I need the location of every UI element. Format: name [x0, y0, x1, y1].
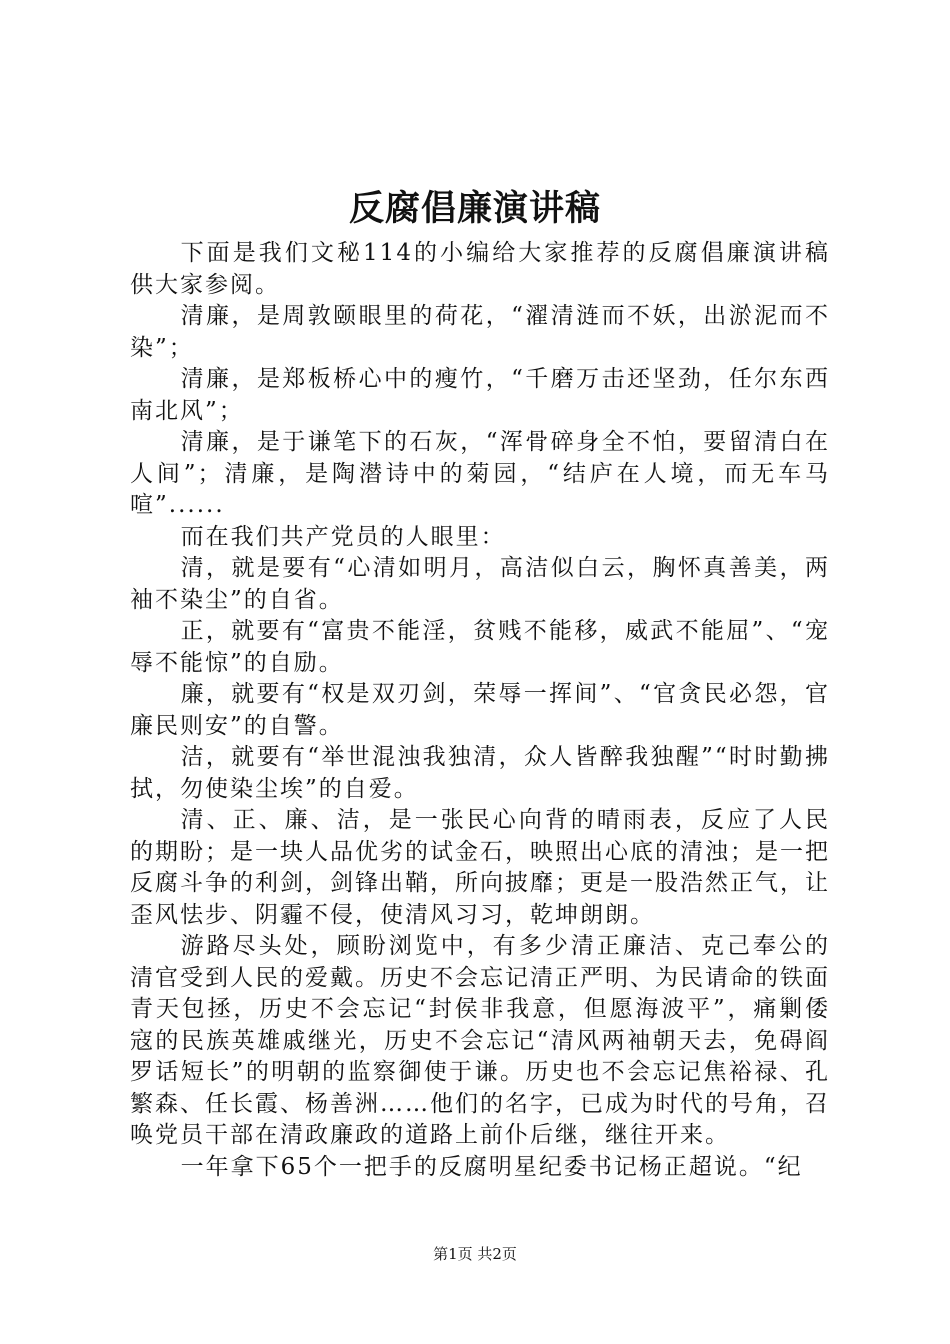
paragraph: 清，就是要有“心清如明月，高洁似白云，胸怀真善美，两袖不染尘”的自省。	[130, 555, 830, 613]
paragraph: 清廉，是于谦笔下的石灰，“浑骨碎身全不怕，要留清白在人间”；清廉，是陶潜诗中的菊园，“结庐在人境，而无车马喧”......	[130, 429, 830, 518]
paragraph: 清、正、廉、洁，是一张民心向背的晴雨表，反应了人民的期盼；是一块人品优劣的试金石，映照出心底的清浊；是一把反腐斗争的利剑，剑锋出鞘，所向披靡；更是一股浩然正气，让歪风怯步、阴霾不侵，使清风习习，乾坤朗朗。	[130, 807, 830, 928]
paragraph: 游路尽头处，顾盼浏览中，有多少清正廉洁、克己奉公的清官受到人民的爱戴。历史不会忘记清正严明、为民请命的铁面青天包拯，历史不会忘记“封侯非我意，但愿海波平”，痛剿倭寇的民族英雄戚继光，历史不会忘记“清风两袖朝天去，免碍阎罗话短长”的明朝的监察御使于谦。历史也不会忘记焦裕禄、孔繁森、任长霞、杨善洲……他们的名字，已成为时代的号角，召唤党员干部在清政廉政的道路上前仆后继，继往开来。	[130, 933, 830, 1148]
document-body	[130, 238, 830, 1183]
paragraph: 清廉，是郑板桥心中的瘦竹，“千磨万击还坚劲，任尔东西南北风”；	[130, 366, 830, 424]
paragraph: 而在我们共产党员的人眼里：	[180, 523, 506, 550]
paragraph: 下面是我们文秘114的小编给大家推荐的反腐倡廉演讲稿供大家参阅。	[130, 240, 830, 298]
paragraph: 正，就要有“富贵不能淫，贫贱不能移，威武不能屈”、“宠辱不能惊”的自励。	[130, 618, 830, 676]
page-number-footer: 第1页 共2页	[433, 1245, 517, 1263]
paragraph: 廉，就要有“权是双刃剑，荣辱一挥间”、“官贪民必怨，官廉民则安”的自警。	[130, 681, 830, 739]
paragraph: 洁，就要有“举世混浊我独清，众人皆醉我独醒”“时时勤拂拭，勿使染尘埃”的自爱。	[130, 744, 830, 802]
paragraph: 一年拿下65个一把手的反腐明星纪委书记杨正超说。“纪	[180, 1153, 803, 1180]
document-title: 反腐倡廉演讲稿	[348, 188, 601, 229]
paragraph: 清廉，是周敦颐眼里的荷花，“濯清涟而不妖，出淤泥而不染”；	[130, 303, 830, 361]
